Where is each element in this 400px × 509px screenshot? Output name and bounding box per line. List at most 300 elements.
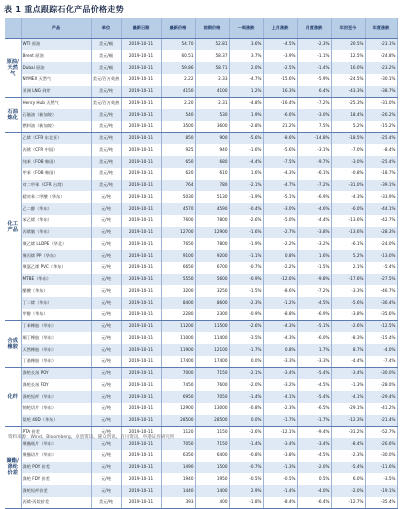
cell-latest-price: 850 — [161, 133, 195, 145]
cell-month-change: -7.2% — [297, 285, 331, 297]
cell-latest-date: 2019-10-11 — [121, 39, 161, 51]
cell-year-change: -15.2% — [365, 121, 397, 133]
table-row — [5, 450, 397, 462]
cell-week-change: -1.1% — [229, 250, 263, 262]
cell-product: Dubai 原油 — [21, 62, 91, 74]
cell-last-month-change: -7.5% — [263, 156, 297, 168]
cell-product: 涤纶短纤价差 — [21, 485, 91, 497]
cell-week-change: 1.2% — [229, 86, 263, 98]
cell-year-change: -7.4% — [365, 356, 397, 368]
cell-month-change: -6.1% — [297, 168, 331, 180]
cell-previous-price: 1400 — [195, 485, 229, 497]
cell-last-month-change: -4.7% — [263, 180, 297, 192]
cell-latest-date: 2019-10-11 — [121, 62, 161, 74]
cell-product: 甲醇（华东） — [21, 309, 91, 321]
cell-previous-price: 940 — [195, 144, 229, 156]
cell-previous-price: 7150 — [195, 438, 229, 450]
table-row — [5, 332, 397, 344]
cell-ytd-change: -6.1% — [331, 238, 365, 250]
cell-previous-price: 7800 — [195, 215, 229, 227]
cell-month-change: -4.6% — [297, 203, 331, 215]
table-row — [5, 121, 397, 133]
cell-ytd-change: -5.6% — [331, 297, 365, 309]
cell-year-change: -35.6% — [365, 309, 397, 321]
cell-month-change: -7.2% — [297, 97, 331, 109]
cell-week-change: 1.6% — [229, 168, 263, 180]
cell-latest-price: 12900 — [161, 403, 195, 415]
cell-month-change: -3.0% — [297, 109, 331, 121]
cell-year-change: -28.3% — [365, 227, 397, 239]
cell-latest-price: 925 — [161, 144, 195, 156]
cell-previous-price: 7150 — [195, 368, 229, 380]
cell-unit: 美元/百万英热 — [91, 74, 121, 86]
cell-month-change: -6.9% — [297, 191, 331, 203]
table-header — [5, 18, 397, 39]
cell-month-change: 7.5% — [297, 121, 331, 133]
cell-month-change: -6.4% — [297, 497, 331, 509]
cell-product: 对二甲苯（CFR 台湾） — [21, 180, 91, 192]
cell-previous-price: 780 — [195, 180, 229, 192]
table-row — [5, 50, 397, 62]
cell-latest-price: 60.51 — [161, 50, 195, 62]
cell-month-change: -3.8% — [297, 227, 331, 239]
cell-month-change: -6.0% — [297, 332, 331, 344]
cell-last-month-change: -5.1% — [263, 191, 297, 203]
cell-year-change: -29.4% — [365, 391, 397, 403]
cell-latest-price: 6650 — [161, 262, 195, 274]
cell-month-change: 0.5% — [297, 473, 331, 485]
cell-previous-price: 5600 — [195, 274, 229, 286]
cell-previous-price: 28500 — [195, 415, 229, 427]
cell-previous-price: 6400 — [195, 450, 229, 462]
cell-previous-price: 3600 — [195, 121, 229, 133]
cell-year-change: -15.4% — [365, 332, 397, 344]
cell-latest-date: 2019-10-11 — [121, 238, 161, 250]
header-category — [5, 18, 21, 39]
table-row — [5, 74, 397, 86]
cell-year-change: -30.1% — [365, 74, 397, 86]
cell-last-month-change: -4.1% — [263, 391, 297, 403]
cell-ytd-change: -17.6% — [331, 274, 365, 286]
table-row — [5, 156, 397, 168]
category-label: 聚酯/涤纶价差 — [5, 426, 21, 508]
cell-unit: 元/吨 — [91, 321, 121, 333]
cell-latest-price: 11200 — [161, 321, 195, 333]
table-row — [5, 321, 397, 333]
cell-ytd-change: -0.8% — [331, 168, 365, 180]
cell-ytd-change: -3.8% — [331, 309, 365, 321]
cell-latest-date: 2019-10-11 — [121, 285, 161, 297]
table-row — [5, 215, 397, 227]
cell-year-change: -3.5% — [365, 473, 397, 485]
cell-year-change: -28.0% — [365, 379, 397, 391]
cell-ytd-change: -12.7% — [331, 497, 365, 509]
cell-year-change: -26.2% — [365, 109, 397, 121]
cell-product: 丙烯（CFR 中国） — [21, 144, 91, 156]
cell-previous-price: 2300 — [195, 309, 229, 321]
cell-unit: 元/吨 — [91, 485, 121, 497]
cell-ytd-change: 5.2% — [331, 250, 365, 262]
category-label: 原油/天然气 — [5, 39, 21, 98]
table-row — [5, 97, 397, 109]
cell-year-change: -46.7% — [365, 285, 397, 297]
cell-latest-date: 2019-10-11 — [121, 97, 161, 109]
cell-week-change: -2.6% — [229, 321, 263, 333]
cell-unit: 美元/桶 — [91, 39, 121, 51]
cell-latest-date: 2019-10-11 — [121, 215, 161, 227]
cell-month-change: -3.4% — [297, 438, 331, 450]
cell-week-change: 2.0% — [229, 62, 263, 74]
category-label: 石油炼化 — [5, 97, 21, 132]
cell-ytd-change: -3.3% — [331, 285, 365, 297]
cell-unit: 元/吨 — [91, 274, 121, 286]
cell-previous-price: 2.31 — [195, 97, 229, 109]
cell-month-change: -6.5% — [297, 403, 331, 415]
cell-year-change: -27.5% — [365, 274, 397, 286]
cell-previous-price: 8600 — [195, 297, 229, 309]
cell-product: 聚氯乙烯 PVC（华东） — [21, 262, 91, 274]
cell-month-change: -3.2% — [297, 238, 331, 250]
cell-ytd-change: -13.6% — [331, 227, 365, 239]
cell-ytd-change: -3.0% — [331, 156, 365, 168]
cell-unit: 元/吨 — [91, 450, 121, 462]
cell-week-change: -1.6% — [229, 144, 263, 156]
cell-week-change: -1.4% — [229, 438, 263, 450]
cell-ytd-change: -4.1% — [331, 391, 365, 403]
cell-last-month-change: -1.4% — [263, 485, 297, 497]
cell-last-month-change: -3.2% — [263, 379, 297, 391]
cell-product: WTI 原油 — [21, 39, 91, 51]
cell-last-month-change: 0.8% — [263, 344, 297, 356]
cell-latest-date: 2019-10-11 — [121, 438, 161, 450]
cell-latest-date: 2019-10-11 — [121, 180, 161, 192]
cell-previous-price: 1950 — [195, 473, 229, 485]
cell-year-change: -23.2% — [365, 62, 397, 74]
cell-month-change: -1.5% — [297, 262, 331, 274]
cell-year-change: -18.7% — [365, 168, 397, 180]
cell-latest-date: 2019-10-11 — [121, 391, 161, 403]
table-row — [5, 191, 397, 203]
cell-unit: 元/吨 — [91, 250, 121, 262]
cell-unit: 元/吨 — [91, 356, 121, 368]
cell-latest-date: 2019-10-11 — [121, 450, 161, 462]
cell-product: 涤纶长丝 FDY — [21, 379, 91, 391]
cell-year-change: -25.4% — [365, 133, 397, 145]
cell-latest-date: 2019-10-11 — [121, 309, 161, 321]
table-row — [5, 86, 397, 98]
table-row — [5, 415, 397, 427]
cell-latest-price: 1440 — [161, 485, 195, 497]
cell-product: NYMEX 天然气 — [21, 74, 91, 86]
cell-last-month-change: -4.3% — [263, 321, 297, 333]
cell-last-month-change: -1.3% — [263, 462, 297, 474]
table-row — [5, 391, 397, 403]
table-row — [5, 368, 397, 380]
cell-last-month-change: -15.6% — [263, 74, 297, 86]
cell-latest-date: 2019-10-11 — [121, 227, 161, 239]
cell-unit: 元/吨 — [91, 309, 121, 321]
cell-last-month-change: -8.8% — [263, 309, 297, 321]
cell-latest-price: 8400 — [161, 297, 195, 309]
cell-product: 氨纶 40D（华东） — [21, 415, 91, 427]
table-row — [5, 485, 397, 497]
cell-ytd-change: -31.2% — [331, 426, 365, 438]
cell-previous-price: 5130 — [195, 191, 229, 203]
cell-year-change: -30.0% — [365, 368, 397, 380]
cell-latest-price: 7050 — [161, 438, 195, 450]
table-row — [5, 109, 397, 121]
cell-product: 苯乙烯（华东） — [21, 215, 91, 227]
cell-product: 丙烯腈（华东） — [21, 227, 91, 239]
cell-ytd-change: -1.3% — [331, 379, 365, 391]
cell-latest-price: 540 — [161, 109, 195, 121]
cell-latest-date: 2019-10-11 — [121, 379, 161, 391]
cell-week-change: -1.4% — [229, 391, 263, 403]
cell-latest-price: 2.20 — [161, 97, 195, 109]
cell-month-change: -14.8% — [297, 133, 331, 145]
cell-year-change: -23.1% — [365, 39, 397, 51]
cell-year-change: -25.4% — [365, 156, 397, 168]
cell-ytd-change: -2.3% — [331, 450, 365, 462]
cell-last-month-change: -4.3% — [263, 332, 297, 344]
cell-year-change: -21.4% — [365, 415, 397, 427]
table-row — [5, 462, 397, 474]
cell-previous-price: 12100 — [195, 344, 229, 356]
cell-last-month-change: -2.2% — [263, 238, 297, 250]
cell-week-change: -2.1% — [229, 368, 263, 380]
cell-latest-price: 1120 — [161, 426, 195, 438]
cell-latest-price: 393 — [161, 497, 195, 509]
cell-unit: 元/吨 — [91, 332, 121, 344]
cell-year-change: -19.1% — [365, 485, 397, 497]
cell-latest-price: 17400 — [161, 356, 195, 368]
cell-ytd-change: -25.3% — [331, 97, 365, 109]
cell-year-change: -30.0% — [365, 450, 397, 462]
table-row — [5, 168, 397, 180]
cell-month-change: -5.4% — [297, 368, 331, 380]
cell-unit: 元/吨 — [91, 215, 121, 227]
cell-week-change: 0.0% — [229, 356, 263, 368]
table-row — [5, 356, 397, 368]
cell-previous-price: 11400 — [195, 332, 229, 344]
cell-year-change: -5.4% — [365, 262, 397, 274]
cell-last-month-change: -1.2% — [263, 297, 297, 309]
cell-week-change: -4.7% — [229, 74, 263, 86]
cell-latest-price: 4570 — [161, 203, 195, 215]
table-row — [5, 344, 397, 356]
cell-previous-price: 900 — [195, 133, 229, 145]
cell-last-month-change: -8.4% — [263, 497, 297, 509]
cell-previous-price: 2.33 — [195, 74, 229, 86]
cell-unit: 美元/吨 — [91, 156, 121, 168]
table-row — [5, 497, 397, 509]
cell-unit: 元/吨 — [91, 379, 121, 391]
cell-ytd-change: -18.5% — [331, 133, 365, 145]
cell-latest-price: 1490 — [161, 462, 195, 474]
cell-month-change: -9.4% — [297, 426, 331, 438]
cell-last-month-change: 21.2% — [263, 121, 297, 133]
cell-previous-price: 1150 — [195, 426, 229, 438]
cell-product: 精对苯二甲酸（华东） — [21, 191, 91, 203]
table-row — [5, 309, 397, 321]
cell-month-change: 6.4% — [297, 86, 331, 98]
cell-product: 甲苯（FOB 韩国） — [21, 168, 91, 180]
cell-week-change: -2.1% — [229, 180, 263, 192]
cell-week-change: -0.5% — [229, 473, 263, 485]
cell-year-change: -36.4% — [365, 297, 397, 309]
cell-week-change: -4.4% — [229, 156, 263, 168]
cell-ytd-change: -4.3% — [331, 191, 365, 203]
cell-latest-price: 11000 — [161, 332, 195, 344]
cell-week-change: -2.6% — [229, 426, 263, 438]
cell-week-change: -0.8% — [229, 403, 263, 415]
cell-latest-date: 2019-10-11 — [121, 473, 161, 485]
cell-unit: 元/吨 — [91, 285, 121, 297]
cell-year-change: -11.6% — [365, 462, 397, 474]
cell-ytd-change: -3.4% — [331, 368, 365, 380]
cell-previous-price: 7600 — [195, 379, 229, 391]
cell-previous-price: 6700 — [195, 262, 229, 274]
cell-latest-price: 764 — [161, 180, 195, 192]
cell-last-month-change: -3.4% — [263, 438, 297, 450]
cell-week-change: -0.7% — [229, 462, 263, 474]
table-title: 表 1 重点跟踪石化产品价格走势 — [4, 5, 124, 14]
cell-product: 涤纶 POY 价差 — [21, 462, 91, 474]
cell-unit: 元/吨 — [91, 368, 121, 380]
cell-ytd-change: -31.0% — [331, 180, 365, 192]
header-product: 产品 — [21, 18, 91, 39]
cell-product: 丙烯-丙烷价差 — [21, 497, 91, 509]
cell-ytd-change: 20.5% — [331, 39, 365, 51]
table-row — [5, 238, 397, 250]
cell-latest-date: 2019-10-11 — [121, 297, 161, 309]
cell-latest-date: 2019-10-11 — [121, 426, 161, 438]
cell-unit: 元/吨 — [91, 391, 121, 403]
cell-latest-date: 2019-10-11 — [121, 497, 161, 509]
cell-previous-price: 52.81 — [195, 39, 229, 51]
table-row — [5, 144, 397, 156]
header-ytd-change: 年初至今 — [331, 18, 365, 39]
table-row — [5, 262, 397, 274]
cell-latest-date: 2019-10-11 — [121, 168, 161, 180]
cell-last-month-change: -0.5% — [263, 473, 297, 485]
cell-previous-price: 13000 — [195, 403, 229, 415]
cell-product: 醋酸（华东） — [21, 285, 91, 297]
cell-last-month-change: -12.1% — [263, 426, 297, 438]
cell-week-change: -0.7% — [229, 262, 263, 274]
cell-week-change: -4.8% — [229, 97, 263, 109]
cell-ytd-change: 5.2% — [331, 121, 365, 133]
cell-last-month-change: -8.6% — [263, 285, 297, 297]
cell-month-change: -4.5% — [297, 379, 331, 391]
cell-latest-price: 7600 — [161, 215, 195, 227]
cell-ytd-change: 16.0% — [331, 62, 365, 74]
cell-product: 亚洲 LNG 到岸 — [21, 86, 91, 98]
cell-latest-price: 3200 — [161, 285, 195, 297]
cell-last-month-change: -4.3% — [263, 168, 297, 180]
cell-month-change: -4.0% — [297, 485, 331, 497]
cell-product: 涤纶长丝 POY — [21, 368, 91, 380]
header-last-month-change: 上月涨跌 — [263, 18, 297, 39]
cell-month-change: -7.2% — [297, 180, 331, 192]
cell-last-month-change: 0.8% — [263, 250, 297, 262]
cell-unit: 元/吨 — [91, 462, 121, 474]
cell-unit: 元/吨 — [91, 403, 121, 415]
cell-ytd-change: -13.6% — [331, 215, 365, 227]
cell-latest-price: 6950 — [161, 391, 195, 403]
cell-latest-price: 2.22 — [161, 74, 195, 86]
cell-week-change: -0.9% — [229, 274, 263, 286]
cell-unit: 美元/吨 — [91, 86, 121, 98]
cell-unit: 元/吨 — [91, 227, 121, 239]
cell-product: 丁基橡胶（华东） — [21, 356, 91, 368]
cell-product: Henry Hub 天然气 — [21, 97, 91, 109]
cell-unit: 美元/吨 — [91, 497, 121, 509]
cell-last-month-change: -3.0% — [263, 203, 297, 215]
cell-latest-date: 2019-10-11 — [121, 191, 161, 203]
cell-unit: 美元/桶 — [91, 62, 121, 74]
cell-product: 天然橡胶（华东） — [21, 344, 91, 356]
cell-ytd-change: -8.3% — [331, 332, 365, 344]
cell-unit: 美元/吨 — [91, 133, 121, 145]
cell-latest-date: 2019-10-11 — [121, 74, 161, 86]
cell-ytd-change: 18.4% — [331, 109, 365, 121]
cell-latest-date: 2019-10-11 — [121, 50, 161, 62]
cell-latest-price: 620 — [161, 168, 195, 180]
cell-ytd-change: -4.4% — [331, 356, 365, 368]
cell-week-change: 2.9% — [229, 485, 263, 497]
cell-latest-price: 4150 — [161, 86, 195, 98]
cell-latest-price: 1940 — [161, 473, 195, 485]
cell-week-change: -2.3% — [229, 297, 263, 309]
cell-product: 顺丁橡胶（华东） — [21, 332, 91, 344]
header-latest-price: 最新价格 — [161, 18, 195, 39]
cell-month-change: -1.7% — [297, 415, 331, 427]
cell-product: 乙烯（CFR 东北亚） — [21, 133, 91, 145]
cell-month-change: -4.5% — [297, 450, 331, 462]
cell-month-change: -5.9% — [297, 74, 331, 86]
cell-week-change: 3.7% — [229, 50, 263, 62]
table-row — [5, 133, 397, 145]
cell-unit: 元/吨 — [91, 191, 121, 203]
cell-latest-date: 2019-10-11 — [121, 356, 161, 368]
cell-week-change: -2.6% — [229, 215, 263, 227]
cell-latest-date: 2019-10-11 — [121, 485, 161, 497]
cell-month-change: -2.0% — [297, 462, 331, 474]
cell-unit: 美元/桶 — [91, 50, 121, 62]
cell-month-change: -6.9% — [297, 309, 331, 321]
cell-latest-date: 2019-10-11 — [121, 462, 161, 474]
cell-latest-price: 6350 — [161, 450, 195, 462]
cell-unit: 美元/百万英热 — [91, 97, 121, 109]
cell-year-change: -44.1% — [365, 203, 397, 215]
table-row — [5, 403, 397, 415]
cell-latest-date: 2019-10-11 — [121, 344, 161, 356]
cell-latest-price: 28500 — [161, 415, 195, 427]
table-row — [5, 379, 397, 391]
cell-year-change: -38.7% — [365, 86, 397, 98]
cell-latest-date: 2019-10-11 — [121, 321, 161, 333]
cell-week-change: -0.8% — [229, 450, 263, 462]
cell-week-change: 1.9% — [229, 109, 263, 121]
cell-latest-price: 7000 — [161, 368, 195, 380]
cell-last-month-change: -2.3% — [263, 403, 297, 415]
cell-latest-date: 2019-10-11 — [121, 274, 161, 286]
cell-latest-date: 2019-10-11 — [121, 121, 161, 133]
cell-latest-date: 2019-10-11 — [121, 262, 161, 274]
table-row — [5, 180, 397, 192]
cell-unit: 美元/吨 — [91, 121, 121, 133]
